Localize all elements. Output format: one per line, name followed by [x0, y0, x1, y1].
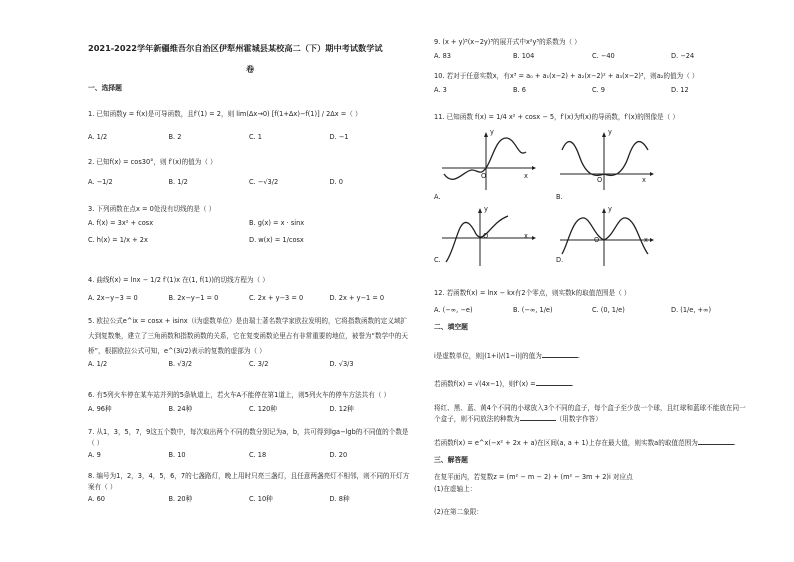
fill-in-2-text: 若函数f(x) = √(4x−1)，则f′(x) =: [434, 380, 536, 388]
graph-a: [438, 130, 538, 192]
question-9-options: [434, 52, 750, 60]
answer-blank: [542, 351, 578, 358]
option-a: A. (−∞, −e): [434, 306, 473, 314]
exam-title-line1: 2021-2022学年新疆维吾尔自治区伊犁州霍城县某校高二（下）期中考试数学试: [88, 43, 383, 53]
question-7-options: [88, 451, 410, 459]
option-d: D. 12种: [329, 405, 354, 413]
option-d: D. 0: [329, 178, 343, 186]
question-1-options: [88, 133, 410, 141]
option-d: D. 12: [671, 86, 689, 94]
option-a: A. 9: [88, 451, 101, 459]
graph-c-origin: O: [483, 232, 489, 240]
question-7-stem: 7. 从1，3，5，7，9这五个数中，每次取出两个不同的数分别记为a，b，共可得到lga−lgb的不同值的个数是（ ）: [88, 428, 409, 447]
graph-d-label: D.: [556, 256, 564, 264]
option-a: A. 83: [434, 52, 451, 60]
question-3-options: [88, 219, 410, 244]
option-b: B. √3/2: [168, 360, 193, 368]
option-a: A. f(x) = 3x² + cosx: [88, 219, 154, 227]
section-heading-fill: 二、填空题: [434, 323, 468, 331]
graph-d-origin: O: [594, 236, 600, 244]
graph-b-y-label: y: [608, 128, 612, 136]
fill-in-4: 若函数f(x) = e^x(−x² + 2x + a)在区间(a, a + 1)上存在最大值，则实数a的取值范围为 .: [434, 439, 736, 447]
option-b: B. 6: [513, 86, 526, 94]
option-c: C. −40: [592, 52, 615, 60]
answer-blank: [536, 379, 572, 386]
answer-part-2: (2)在第二象限：: [434, 508, 483, 516]
option-a: A. 60: [88, 495, 105, 503]
option-c: C. 3/2: [249, 360, 269, 368]
option-b: B. 20种: [168, 495, 193, 503]
option-b: B. (−∞, 1/e): [513, 306, 553, 314]
question-6-options: [88, 405, 410, 413]
graph-a-origin: O: [481, 172, 487, 180]
question-5-options: [88, 360, 410, 368]
question-4-options: [88, 294, 410, 302]
graph-c-x-label: x: [524, 232, 528, 240]
option-d: D. −1: [329, 133, 349, 141]
graph-b: [556, 130, 656, 192]
option-d: D. w(x) = 1/cosx: [249, 236, 304, 245]
graph-d-x-label: x: [644, 236, 648, 244]
option-c: C. 2x + y−3 = 0: [249, 294, 304, 302]
graph-c-y-label: y: [484, 205, 488, 213]
option-b: B. g(x) = x · sinx: [249, 219, 305, 227]
question-10-options: [434, 86, 750, 94]
option-b: B. 24种: [168, 405, 193, 413]
option-c: C. 1: [249, 133, 262, 141]
graph-d-y-label: y: [608, 205, 612, 213]
fill-in-4-text: 若函数f(x) = e^x(−x² + 2x + a)在区间(a, a + 1)上存在最大值，则实数a的取值范围为: [434, 439, 698, 447]
option-d: D. (1/e, +∞): [671, 306, 712, 314]
question-5-stem: 5. 欧拉公式e^ix = cosx + isinx（i为虚数单位）是由瑞士著名数学家欧拉发明的，它将指数函数的定义域扩大到复数集，建立了三角函数和指数函数的关系，它在复变函数论里占有非常重要的地位，被誉为“数学中的天桥”，根据欧拉公式可知，e^(3i/2)表示的复数的虚部为（ ）: [88, 317, 408, 355]
option-c: C. (0, 1/e): [592, 306, 625, 314]
answer-part-1: (1)在虚轴上：: [434, 485, 477, 493]
option-a: A. 3: [434, 86, 447, 94]
option-a: A. 1/2: [88, 133, 108, 141]
question-8-options: [88, 495, 410, 503]
section-heading-solve: 三、解答题: [434, 456, 468, 464]
option-b: B. 104: [513, 52, 535, 60]
section-heading-choice: 一、选择题: [88, 84, 122, 92]
fill-in-3: [434, 403, 750, 425]
fill-in-1: i是虚数单位，则|(1+i)/(1−i)|的值为 .: [434, 352, 580, 360]
option-d: D. −24: [671, 52, 695, 60]
question-2-options: [88, 178, 410, 186]
question-1-stem: 1. 已知函数y = f(x)是可导函数，且f′(1) = 2，则 lim(Δx→0) [f(1+Δx)−f(1)] / 2Δx =（ ）: [88, 110, 362, 118]
option-a: A. 2x−y−3 = 0: [88, 294, 138, 302]
question-10-stem: 10. 若对于任意实数x，有x³ = a₀ + a₁(x−2) + a₂(x−2)² + a₃(x−2)³，则a₂的值为（ ）: [434, 72, 699, 80]
question-3-stem: 3. 下列函数在点x = 0处没有切线的是（ ）: [88, 205, 216, 213]
question-12-stem: 12. 若函数f(x) = lnx − kx有2个零点，则实数k的取值范围是（ ）: [434, 289, 631, 297]
fill-in-1-text: i是虚数单位，则|(1+i)/(1−i)|的值为: [434, 352, 542, 360]
option-d: D. 8种: [329, 495, 350, 503]
question-8-stem: 8. 编号为1，2，3，4，5，6，7的七盏路灯，晚上用时只亮三盏灯，且任意两盏亮灯不相邻，则不同的开灯方案有（ ）: [88, 472, 410, 491]
option-a: A. 96种: [88, 405, 112, 413]
graph-d: [556, 206, 656, 268]
graph-b-x-label: x: [642, 176, 646, 184]
question-6-stem: 6. 有5列火车停在某车站并列的5条轨道上，若火车A不能停在第1道上，则5列火车的停车方法共有（ ）: [88, 391, 391, 399]
option-d: D. 20: [329, 451, 348, 459]
graph-a-x-label: x: [524, 172, 528, 180]
question-2-stem: 2. 已知f(x) = cos30°，则 f′(x)的值为（ ）: [88, 158, 217, 166]
option-c: C. 10种: [249, 495, 273, 503]
fill-in-3-note: （用数字作答）: [555, 415, 602, 423]
question-4-stem: 4. 曲线f(x) = lnx − 1/2 f′(1)x 在(1, f(1))的切线方程为（ ）: [88, 276, 269, 284]
option-c: C. 18: [249, 451, 267, 459]
question-12-options: [434, 306, 750, 314]
graph-a-y-label: y: [490, 128, 494, 136]
option-c: C. 9: [592, 86, 605, 94]
option-c: C. −√3/2: [249, 178, 279, 186]
graph-a-label: A.: [434, 193, 441, 201]
option-c: C. 120种: [249, 405, 277, 413]
option-c: C. h(x) = 1/x + 2x: [88, 236, 148, 245]
graph-c-label: C.: [434, 256, 441, 264]
graph-b-origin: O: [597, 176, 603, 184]
answer-question-stem: 在复平面内，若复数z = (m² − m − 2) + (m² − 3m + 2)i 对应点: [434, 473, 633, 481]
option-b: B. 2x−y−1 = 0: [168, 294, 219, 302]
answer-blank: [520, 414, 556, 421]
answer-blank: [698, 438, 734, 445]
question-9-stem: 9. (x + y)⁵(x−2y)³的展开式中x²y³的系数为（ ）: [434, 38, 581, 46]
question-11-stem: 11. 已知函数 f(x) = 1/4 x² + cosx − 5，f′(x)为f(x)的导函数，f′(x)的图像是（ ）: [434, 113, 679, 121]
option-b: B. 2: [168, 133, 182, 141]
option-d: D. 2x + y−1 = 0: [329, 294, 385, 302]
fill-in-2: 若函数f(x) = √(4x−1)，则f′(x) = .: [434, 380, 574, 388]
exam-title-line2: 卷: [246, 64, 255, 74]
option-a: A. 1/2: [88, 360, 108, 368]
graph-b-label: B.: [556, 193, 563, 201]
option-b: B. 1/2: [168, 178, 188, 186]
option-d: D. √3/3: [329, 360, 354, 368]
fill-in-3-text: 将红、黑、蓝、黄4个不同的小球放入3个不同的盒子，每个盒子至少放一个球，且红球和蓝球不能放在同一个盒子，则不同放法的种数为: [434, 404, 746, 423]
option-a: A. −1/2: [88, 178, 113, 186]
option-b: B. 10: [168, 451, 186, 459]
